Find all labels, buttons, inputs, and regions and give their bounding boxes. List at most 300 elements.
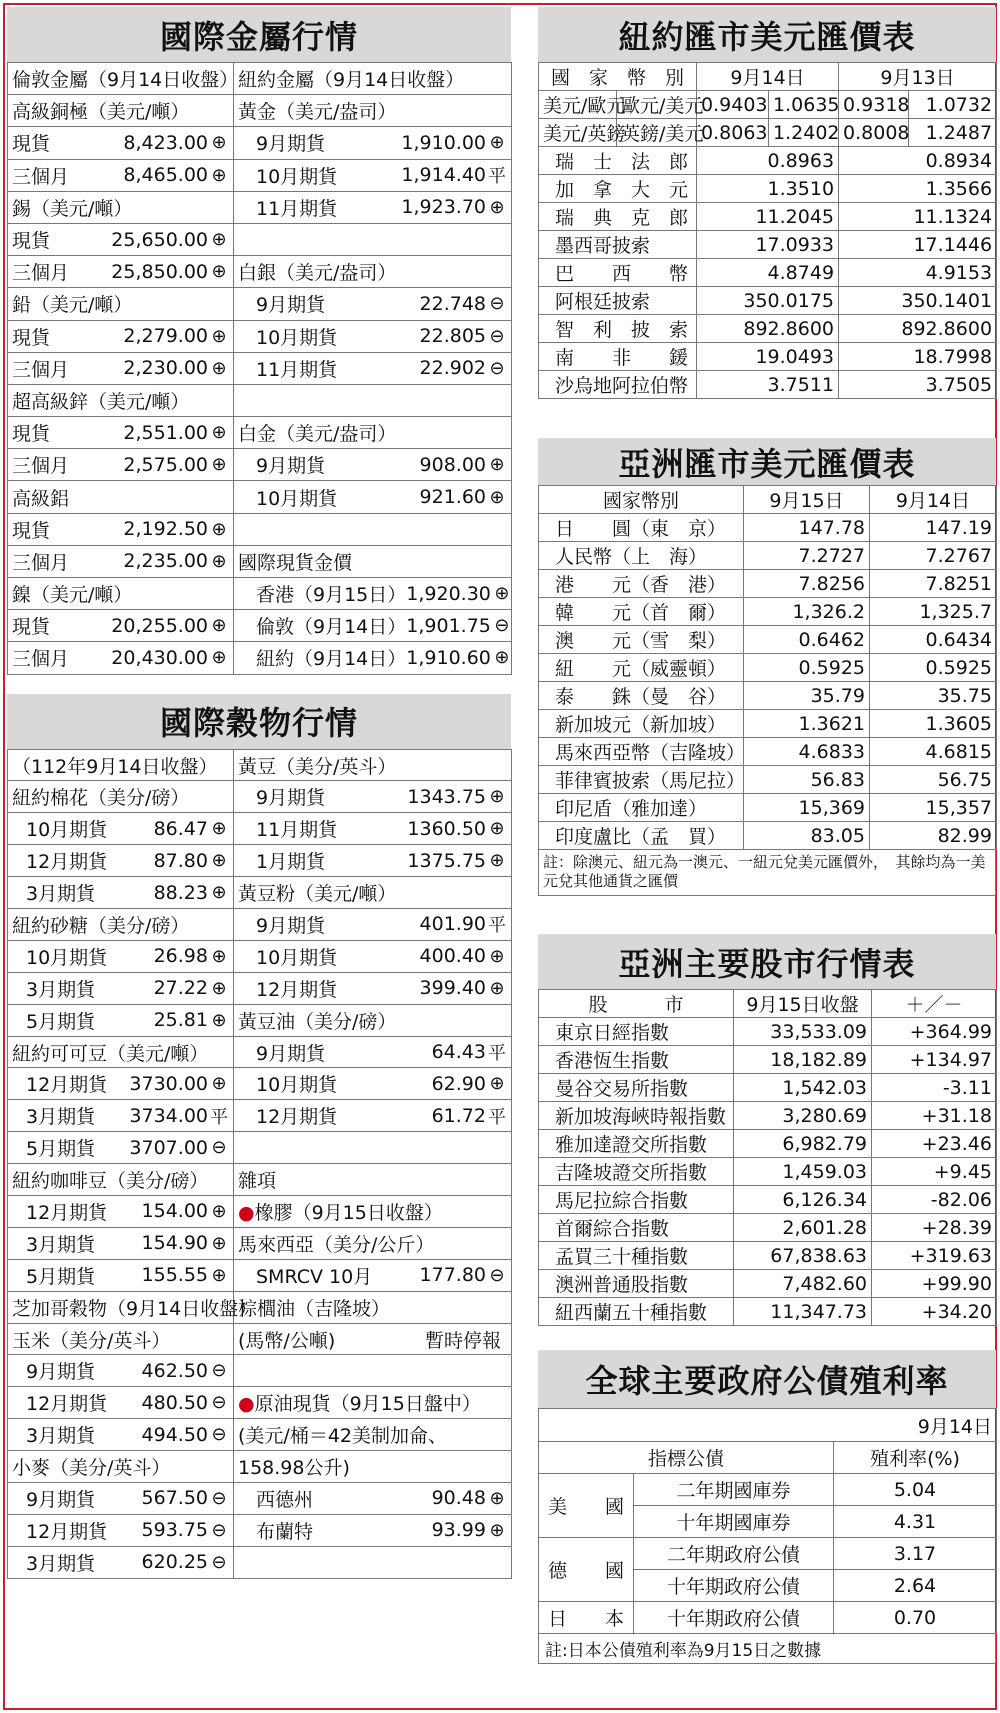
grains-cell	[8, 877, 234, 909]
grains-cell	[234, 1196, 512, 1228]
flat-mark: 平	[488, 915, 506, 937]
asia-fx-row	[539, 514, 997, 542]
index-change: +134.97	[872, 1046, 997, 1074]
up-circle-icon: ⊕	[211, 850, 227, 872]
grains-cell	[234, 1259, 512, 1291]
metals-row	[8, 320, 512, 352]
grains-cell	[234, 845, 512, 877]
rate-value: 1,326.2	[744, 598, 870, 626]
up-circle-icon: ⊕	[489, 196, 505, 218]
rate-value: 11.2045	[697, 203, 839, 231]
bond-row	[539, 1474, 997, 1506]
rate-value: 3.7511	[697, 371, 839, 399]
ny-fx-pair-row	[539, 119, 997, 147]
index-change: +31.18	[872, 1102, 997, 1130]
rate-value: 18.7998	[839, 343, 997, 371]
contract-label: 12月期貨	[26, 1520, 108, 1543]
asia-fx-title: 亞洲匯市美元匯價表	[538, 438, 996, 485]
grains-cell	[234, 1514, 512, 1546]
index-name: 曼谷交易所指數	[539, 1074, 734, 1102]
metals-row	[8, 578, 512, 610]
index-close: 6,126.34	[734, 1186, 872, 1214]
section-label: 芝加哥穀物（9月14日收盤）	[12, 1297, 258, 1320]
rate-value: 17.0933	[697, 231, 839, 259]
grains-row	[8, 1291, 512, 1323]
grains-cell	[234, 1132, 512, 1164]
grains-cell	[8, 1100, 234, 1132]
contract-label: 三個月	[12, 262, 70, 285]
metals-row	[8, 513, 512, 545]
quote-value: 177.80	[419, 1264, 486, 1287]
section-label: 紐約砂糖（美分/磅）	[12, 914, 190, 937]
pair-base-label: 歐元/美元	[617, 91, 697, 119]
metals-cell	[234, 642, 512, 674]
quote-value: 400.40	[419, 945, 486, 968]
metals-cell	[234, 223, 512, 255]
section-label-text: 原油現貨（9月15日盤中）	[254, 1393, 481, 1416]
section-label: (美元/桶＝42美制加侖、	[238, 1425, 447, 1448]
ny-fx-header-date2: 9月13日	[839, 63, 997, 91]
up-circle-icon: ⊕	[489, 818, 505, 840]
contract-label: 三個月	[12, 358, 70, 381]
quote-value: 567.50	[141, 1487, 208, 1510]
ny-fx-row	[539, 259, 997, 287]
index-close: 2,601.28	[734, 1214, 872, 1242]
grains-cell	[234, 1004, 512, 1036]
quote-value: 22.748	[419, 292, 486, 315]
grains-row	[8, 1483, 512, 1515]
rate-value: 0.8963	[697, 147, 839, 175]
quote-value: 2,230.00	[123, 357, 208, 380]
index-name: 孟買三十種指數	[539, 1242, 734, 1270]
grains-row	[8, 813, 512, 845]
up-circle-icon: ⊕	[211, 615, 227, 637]
metals-row	[8, 384, 512, 416]
metals-row	[8, 352, 512, 384]
section-label: 黃豆（美分/英斗）	[238, 755, 397, 778]
rate-value: 83.05	[744, 822, 870, 850]
index-close: 18,182.89	[734, 1046, 872, 1074]
rate-value: 1.3605	[870, 710, 997, 738]
grains-cell	[8, 813, 234, 845]
ny-fx-table	[538, 62, 997, 399]
bond-name: 十年期政府公債	[634, 1602, 834, 1634]
quote-value: 155.55	[141, 1264, 208, 1287]
bond-name: 十年期國庫券	[634, 1506, 834, 1538]
section-label: 紐約咖啡豆（美分/磅）	[12, 1170, 209, 1193]
grains-row	[8, 749, 512, 781]
section-label: 倫敦金屬（9月14日收盤）	[12, 69, 239, 92]
asia-fx-row	[539, 570, 997, 598]
contract-label: 三個月	[12, 165, 70, 188]
quote-value: 1,910.60	[406, 646, 491, 669]
quote-value: 401.90	[419, 913, 486, 936]
rate-value: 4.6833	[744, 738, 870, 766]
metals-row	[8, 545, 512, 577]
contract-label: 三個月	[12, 551, 70, 574]
up-circle-icon: ⊕	[494, 583, 510, 605]
stock-row	[539, 1214, 997, 1242]
metals-cell	[234, 545, 512, 577]
rate-value: 0.5925	[744, 654, 870, 682]
grains-row	[8, 781, 512, 813]
grains-cell	[234, 1100, 512, 1132]
quote-value: 25,650.00	[111, 228, 208, 251]
bond-name: 二年期國庫券	[634, 1474, 834, 1506]
ny-fx-pair-row	[539, 91, 997, 119]
contract-label: 11月期貨	[256, 358, 338, 381]
up-circle-icon: ⊕	[489, 786, 505, 808]
asia-fx-header-label: 國家幣別	[539, 486, 744, 514]
flat-mark: 平	[210, 1106, 228, 1128]
grains-cell	[8, 845, 234, 877]
up-circle-icon: ⊕	[489, 132, 505, 154]
up-circle-icon: ⊕	[489, 977, 505, 999]
grains-row	[8, 1387, 512, 1419]
bonds-header-rate: 殖利率(%)	[834, 1442, 997, 1474]
grains-cell	[8, 1068, 234, 1100]
currency-name: 印度盧比（孟 買）	[539, 822, 744, 850]
contract-label: 12月期貨	[26, 851, 108, 874]
metals-row	[8, 256, 512, 288]
asia-stock-table	[538, 989, 997, 1326]
metals-cell	[8, 256, 234, 288]
asia-fx-row	[539, 542, 997, 570]
metals-cell	[8, 578, 234, 610]
grains-row	[8, 1164, 512, 1196]
quote-value: 22.805	[419, 325, 486, 348]
quote-value: 3730.00	[129, 1072, 208, 1095]
metals-cell	[234, 610, 512, 642]
contract-label: 12月期貨	[26, 1074, 108, 1097]
ny-fx-header-date1: 9月14日	[697, 63, 839, 91]
bond-yield: 2.64	[834, 1570, 997, 1602]
contract-label: 布蘭特	[256, 1520, 314, 1543]
grains-row	[8, 1100, 512, 1132]
contract-label: 12月期貨	[26, 1393, 108, 1416]
rate-value: 892.8600	[697, 315, 839, 343]
quote-value: 462.50	[141, 1359, 208, 1382]
up-circle-icon: ⊕	[211, 325, 227, 347]
metals-cell	[8, 159, 234, 191]
quote-value: 2,192.50	[123, 518, 208, 541]
grains-cell	[234, 1164, 512, 1196]
down-circle-icon: ⊖	[494, 615, 510, 637]
up-circle-icon: ⊕	[211, 1264, 227, 1286]
bonds-table	[538, 1408, 997, 1634]
grains-cell	[234, 1068, 512, 1100]
bond-row	[539, 1538, 997, 1570]
down-circle-icon: ⊖	[211, 1551, 227, 1573]
section-label	[238, 1389, 481, 1416]
metals-cell	[234, 288, 512, 320]
section-label: 棕櫚油（吉隆坡）	[238, 1297, 391, 1320]
asia-fx-note: 註：除澳元、紐元為一澳元、一紐元兌美元匯價外， 其餘均為一美元兌其他通貨之匯價	[538, 850, 996, 896]
rate-value: 1.3621	[744, 710, 870, 738]
up-circle-icon: ⊕	[211, 1073, 227, 1095]
grains-cell	[8, 1323, 234, 1355]
metals-cell	[8, 223, 234, 255]
rate-value: 3.7505	[839, 371, 997, 399]
index-name: 馬尼拉綜合指數	[539, 1186, 734, 1214]
pair-quote-label: 美元/歐元	[539, 91, 617, 119]
index-change: +319.63	[872, 1242, 997, 1270]
rate-value: 1.2487	[909, 119, 997, 147]
asia-fx-row	[539, 766, 997, 794]
bond-yield: 0.70	[834, 1602, 997, 1634]
contract-label: 12月期貨	[26, 1201, 108, 1224]
rate-value: 56.83	[744, 766, 870, 794]
rate-value: 147.19	[870, 514, 997, 542]
asia-fx-row	[539, 682, 997, 710]
stock-row	[539, 1242, 997, 1270]
index-change: +23.46	[872, 1130, 997, 1158]
grains-row	[8, 1259, 512, 1291]
grains-row	[8, 1355, 512, 1387]
quote-value: 88.23	[153, 881, 208, 904]
quote-value: 93.99	[431, 1519, 486, 1542]
grains-cell	[234, 1036, 512, 1068]
grains-cell	[8, 1004, 234, 1036]
asia-fx-row	[539, 794, 997, 822]
section-label-text: 橡膠（9月15日收盤）	[254, 1201, 443, 1224]
up-circle-icon: ⊕	[211, 518, 227, 540]
index-change: -82.06	[872, 1186, 997, 1214]
rate-value: 0.9318	[839, 91, 909, 119]
metals-cell	[8, 320, 234, 352]
metals-title: 國際金屬行情	[7, 7, 511, 62]
index-name: 首爾綜合指數	[539, 1214, 734, 1242]
contract-label: 3月期貨	[26, 1233, 96, 1256]
contract-label: 現貨	[12, 423, 51, 446]
metals-cell	[8, 545, 234, 577]
metals-cell	[234, 63, 512, 95]
grains-cell	[234, 749, 512, 781]
contract-label: 5月期貨	[26, 1138, 96, 1161]
ny-fx-row	[539, 343, 997, 371]
index-close: 1,459.03	[734, 1158, 872, 1186]
contract-label: 10月期貨	[256, 326, 338, 349]
quote-value: 1360.50	[407, 817, 486, 840]
currency-name: 巴 西 幣	[539, 259, 697, 287]
stock-row	[539, 1074, 997, 1102]
metals-cell	[234, 159, 512, 191]
up-circle-icon: ⊕	[494, 647, 510, 669]
contract-label: 3月期貨	[26, 1106, 96, 1129]
up-circle-icon: ⊕	[211, 164, 227, 186]
section-label: 白金（美元/盎司）	[238, 423, 397, 446]
section-label: 紐約金屬（9月14日收盤）	[238, 69, 465, 92]
grains-row	[8, 1132, 512, 1164]
grains-row	[8, 1196, 512, 1228]
rate-value: 1.3566	[839, 175, 997, 203]
quote-value: 154.90	[141, 1232, 208, 1255]
section-label: 高級鋁	[12, 487, 70, 510]
metals-cell	[8, 191, 234, 223]
index-close: 6,982.79	[734, 1130, 872, 1158]
rate-value: 1.2402	[769, 119, 839, 147]
quote-value: 8,423.00	[123, 131, 208, 154]
metals-cell	[234, 578, 512, 610]
quote-value: 921.60	[419, 486, 486, 509]
contract-label: 1月期貨	[256, 851, 326, 874]
contract-label: 3月期貨	[26, 1425, 96, 1448]
rate-value: 7.8256	[744, 570, 870, 598]
currency-name: 新加坡元（新加坡）	[539, 710, 744, 738]
metals-row	[8, 63, 512, 95]
stock-row	[539, 1270, 997, 1298]
rate-value: 4.8749	[697, 259, 839, 287]
metals-row	[8, 610, 512, 642]
rate-value: 15,369	[744, 794, 870, 822]
quote-value: 暫時停報	[424, 1329, 501, 1352]
currency-name: 日 圓（東 京）	[539, 514, 744, 542]
index-close: 33,533.09	[734, 1018, 872, 1046]
quote-value: 2,551.00	[123, 421, 208, 444]
section-label: 紐約棉花（美分/磅）	[12, 787, 190, 810]
grains-cell	[234, 1387, 512, 1419]
contract-label: 3月期貨	[26, 1552, 96, 1575]
section-label: 雜項	[238, 1170, 277, 1193]
asia-fx-row	[539, 598, 997, 626]
quote-value: 154.00	[141, 1200, 208, 1223]
currency-name: 馬來西亞幣（吉隆坡）	[539, 738, 744, 766]
section-label: 高級銅極（美元/噸）	[12, 101, 190, 124]
index-close: 67,838.63	[734, 1242, 872, 1270]
metals-cell	[8, 63, 239, 95]
grains-cell	[8, 1451, 234, 1483]
contract-label: 9月期貨	[26, 1488, 96, 1511]
ny-fx-title: 紐約匯市美元匯價表	[538, 7, 996, 62]
index-close: 3,280.69	[734, 1102, 872, 1130]
grains-row	[8, 909, 512, 941]
quote-value: 87.80	[153, 849, 208, 872]
section-label: 國際現貨金價	[238, 551, 353, 574]
grains-row	[8, 845, 512, 877]
quote-value: 3707.00	[129, 1136, 208, 1159]
index-name: 紐西蘭五十種指數	[539, 1298, 734, 1326]
contract-label: 3月期貨	[26, 978, 96, 1001]
rate-value: 892.8600	[839, 315, 997, 343]
grains-table	[7, 749, 512, 1579]
grains-cell	[234, 1483, 512, 1515]
quote-value: 1375.75	[407, 849, 486, 872]
grains-cell	[8, 972, 234, 1004]
grains-cell	[8, 1546, 234, 1578]
ny-fx-row	[539, 371, 997, 399]
asia-fx-header-date2: 9月14日	[870, 486, 997, 514]
contract-label: 現貨	[12, 133, 51, 156]
contract-label: 9月期貨	[256, 133, 326, 156]
metals-cell	[234, 256, 512, 288]
up-circle-icon: ⊕	[211, 1232, 227, 1254]
rate-value: 0.6434	[870, 626, 997, 654]
contract-label: 10月期貨	[256, 487, 338, 510]
index-name: 吉隆坡證交所指數	[539, 1158, 734, 1186]
rate-value: 350.0175	[697, 287, 839, 315]
quote-value: 1,914.40	[401, 164, 486, 187]
up-circle-icon: ⊕	[211, 818, 227, 840]
grains-cell	[8, 1036, 234, 1068]
grains-cell	[234, 940, 512, 972]
grains-row	[8, 877, 512, 909]
pair-quote-label: 美元/英鎊	[539, 119, 617, 147]
rate-value: 1.0732	[909, 91, 997, 119]
quote-value: 26.98	[153, 945, 208, 968]
metals-cell	[234, 481, 512, 513]
currency-name: 阿根廷披索	[539, 287, 697, 315]
metals-cell	[8, 513, 234, 545]
contract-label: 現貨	[12, 326, 51, 349]
quote-value: 1,920.30	[406, 582, 491, 605]
quote-value: 25,850.00	[111, 260, 208, 283]
quote-value: 480.50	[141, 1391, 208, 1414]
grains-cell	[234, 1227, 512, 1259]
contract-label: 現貨	[12, 519, 51, 542]
metals-cell	[234, 127, 512, 159]
quote-value: 90.48	[431, 1487, 486, 1510]
contract-label: 10月期貨	[26, 946, 108, 969]
quote-value: 61.72	[431, 1104, 486, 1127]
grains-cell	[8, 1164, 234, 1196]
grains-cell	[8, 781, 234, 813]
grains-cell	[8, 1196, 234, 1228]
contract-label: 10月期貨	[26, 819, 108, 842]
quote-value: 620.25	[141, 1551, 208, 1574]
bonds-date: 9月14日	[539, 1409, 997, 1442]
grains-cell	[8, 1387, 234, 1419]
bond-country: 德 國	[539, 1538, 634, 1602]
stock-row	[539, 1018, 997, 1046]
rate-value: 0.5925	[870, 654, 997, 682]
grains-cell	[234, 877, 512, 909]
index-close: 11,347.73	[734, 1298, 872, 1326]
up-circle-icon: ⊕	[211, 977, 227, 999]
rate-value: 35.79	[744, 682, 870, 710]
metals-cell	[8, 288, 234, 320]
up-circle-icon: ⊕	[211, 229, 227, 251]
index-name: 東京日經指數	[539, 1018, 734, 1046]
contract-label: 10月期貨	[256, 165, 338, 188]
grains-row	[8, 1068, 512, 1100]
section-label: 小麥（美分/英斗）	[12, 1457, 171, 1480]
metals-row	[8, 481, 512, 513]
rate-value: 4.6815	[870, 738, 997, 766]
currency-name: 智 利 披 索	[539, 315, 697, 343]
grains-row	[8, 1227, 512, 1259]
quote-value: 22.902	[419, 357, 486, 380]
contract-label: 西德州	[256, 1488, 314, 1511]
index-name: 澳洲普通股指數	[539, 1270, 734, 1298]
contract-label: 3月期貨	[26, 883, 96, 906]
stock-row	[539, 1186, 997, 1214]
contract-label: 9月期貨	[256, 914, 326, 937]
quote-value: 62.90	[431, 1072, 486, 1095]
rate-value: 4.9153	[839, 259, 997, 287]
up-circle-icon: ⊕	[211, 945, 227, 967]
asia-stock-title: 亞洲主要股市行情表	[538, 934, 996, 989]
metals-cell	[234, 513, 512, 545]
quote-value: 1,901.75	[406, 614, 491, 637]
quote-value: 2,279.00	[123, 325, 208, 348]
contract-label: 9月期貨	[256, 455, 326, 478]
currency-name: 澳 元（雪 梨）	[539, 626, 744, 654]
metals-cell	[234, 449, 512, 481]
contract-label: 5月期貨	[26, 1265, 96, 1288]
up-circle-icon: ⊕	[489, 486, 505, 508]
down-circle-icon: ⊖	[211, 1519, 227, 1541]
down-circle-icon: ⊖	[211, 1392, 227, 1414]
